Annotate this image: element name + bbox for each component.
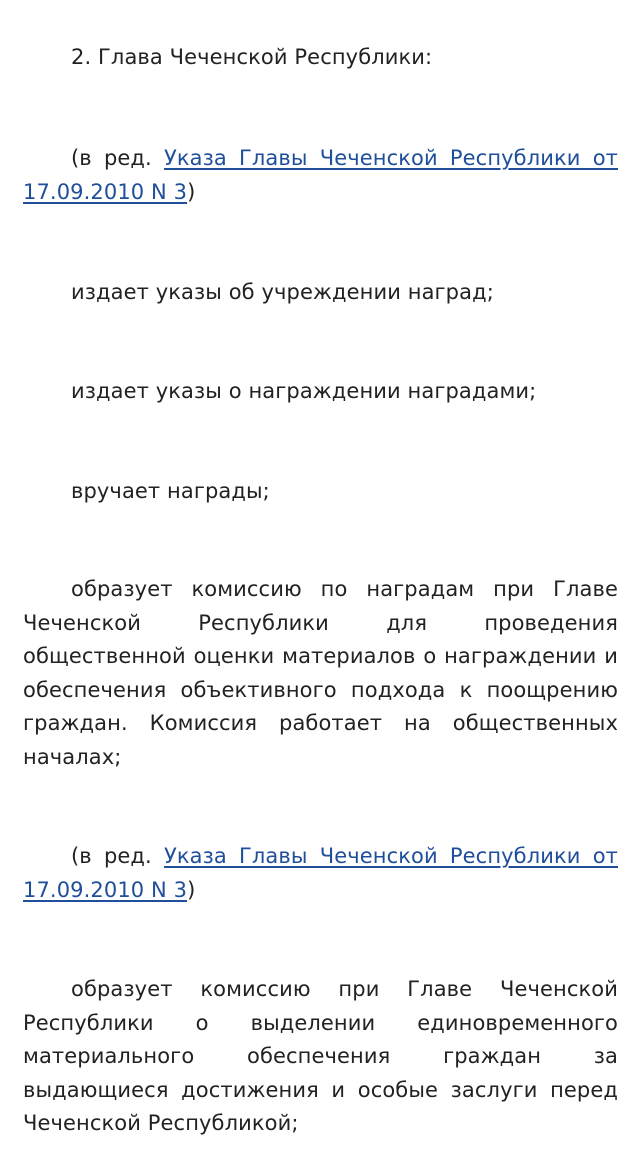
amendment-suffix: ) bbox=[187, 877, 196, 902]
amendment-prefix: (в ред. bbox=[71, 844, 164, 868]
paragraph-text: вручает награды; bbox=[71, 479, 270, 503]
paragraph-text: издает указы о награждении наградами; bbox=[71, 379, 537, 403]
paragraph-amendment-note-2 bbox=[23, 840, 618, 907]
amendment-suffix: ) bbox=[187, 179, 196, 204]
paragraph-awards-commission bbox=[23, 573, 618, 774]
paragraph-presents-awards bbox=[23, 475, 618, 509]
paragraph-text: 2. Глава Чеченской Республики: bbox=[71, 45, 433, 69]
paragraph-text: издает указы об учреждении наград; bbox=[71, 280, 494, 304]
decree-link-1[interactable]: Указа Главы Чеченской Республики от 17.09.2010 N 3 bbox=[23, 146, 618, 204]
amendment-prefix: (в ред. bbox=[71, 146, 164, 170]
paragraph-text: образует комиссию по наградам при Главе Чеченской Республики для проведения общественной оценки материалов о награждении и обеспечения объективного подхода к поощрению граждан. Комиссия работает на общественных началах; bbox=[23, 577, 618, 769]
paragraph-amendment-note-1 bbox=[23, 142, 618, 209]
paragraph-text: образует комиссию при Главе Чеченской Республики о выделении единовременного материального обеспечения граждан за выдающиеся достижения и особые заслуги перед Чеченской Республикой; bbox=[23, 977, 618, 1135]
paragraph-material-support-commission bbox=[23, 973, 618, 1141]
decree-link-2[interactable]: Указа Главы Чеченской Республики от 17.09.2010 N 3 bbox=[23, 844, 618, 902]
paragraph-issues-award-decrees bbox=[23, 276, 618, 310]
paragraph-head-of-republic bbox=[23, 41, 618, 75]
paragraph-issues-awarding-decrees bbox=[23, 375, 618, 409]
